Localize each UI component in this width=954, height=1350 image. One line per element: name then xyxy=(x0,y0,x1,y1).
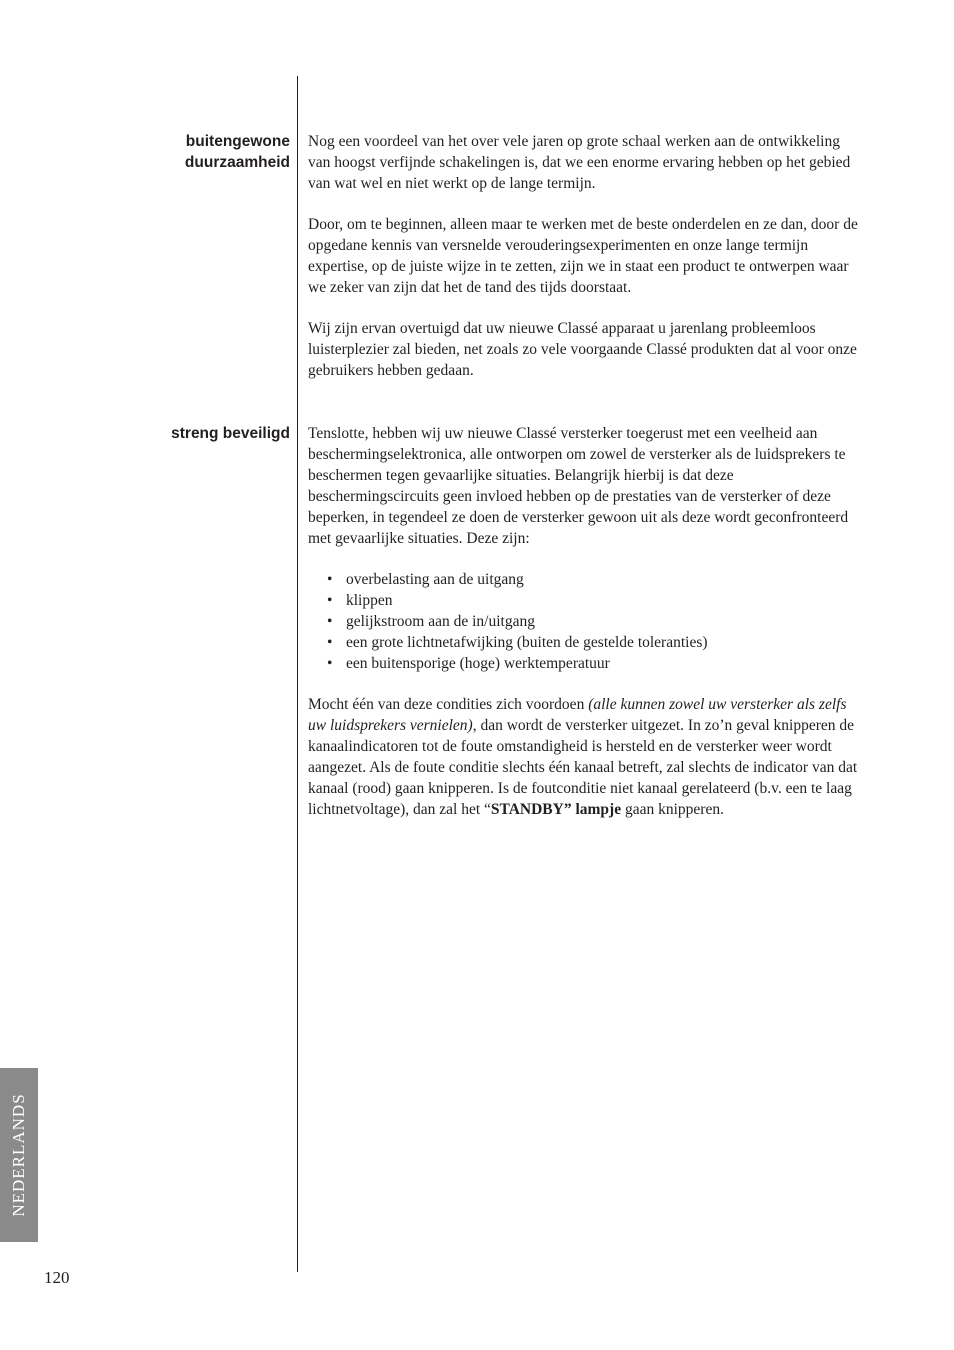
bullet-icon: • xyxy=(327,655,333,672)
bullet-icon: • xyxy=(327,592,333,609)
list-item xyxy=(327,611,860,632)
section-body-durability xyxy=(308,131,860,401)
closing-text: gaan knipperen. xyxy=(621,801,724,818)
section-heading-durability xyxy=(90,131,290,173)
language-side-tab xyxy=(0,1068,38,1242)
list-item xyxy=(327,632,860,653)
closing-italic: (alle kunnen zowel uw versterker als zelfs uw luidsprekers vernielen) xyxy=(308,696,847,734)
list-item-text: gelijkstroom aan de in/uitgang xyxy=(346,613,535,630)
list-item-text: klippen xyxy=(346,592,393,609)
list-item xyxy=(327,569,860,590)
closing-text: , dan wordt de versterker uitgezet. In zo’n geval knipperen de kanaalindicatoren tot de foute omstandigheid is hersteld en de versterker weer wordt aangezet. Als de foute conditie slechts één kanaal betreft, zal slechts de indicator van dat kanaal (rood) gaan knipperen. Is de foutconditie niet kanaal gerelateerd (b.v. een te laag lichtnetvoltage), dan zal het “ xyxy=(308,717,858,818)
paragraph: Nog een voordeel van het over vele jaren op grote schaal werken aan de ontwikkeling van hoogst verfijnde schakelingen is, dat we een enorme ervaring hebben op het gebied van wat wel en niet werkt op de lange termijn. xyxy=(308,133,851,192)
closing-text: Mocht één van deze condities zich voordoen xyxy=(308,696,589,713)
list-item-text: een grote lichtnetafwijking (buiten de gestelde toleranties) xyxy=(346,634,708,651)
list-item-text: een buitensporige (hoge) werktemperatuur xyxy=(346,655,610,672)
section-body-protection xyxy=(308,423,860,840)
column-divider-rule xyxy=(297,76,298,1272)
paragraph: Wij zijn ervan overtuigd dat uw nieuwe Classé apparaat u jarenlang probleemloos luisterplezier zal bieden, net zoals zo vele voorgaande Classé produkten dat al voor onze gebruikers hebben gedaan. xyxy=(308,320,857,379)
list-item xyxy=(327,590,860,611)
language-label: NEDERLANDS xyxy=(9,1093,28,1217)
closing-bold: STANDBY” lampje xyxy=(490,801,622,818)
paragraph: Door, om te beginnen, alleen maar te werken met de beste onderdelen en ze dan, door de opgedane kennis van versnelde verouderingsexperimenten en onze lange termijn expertise, op de juiste wijze in te zetten, zijn we in staat een product te ontwerpen waar we zeker van zijn dat het de tand des tijds doorstaat. xyxy=(308,216,858,296)
paragraph-intro: Tenslotte, hebben wij uw nieuwe Classé versterker toegerust met een veelheid aan beschermingselektronica, alle ontworpen om zowel de versterker als de luidsprekers te beschermen tegen gevaarlijke situaties. Belangrijk hierbij is dat deze beschermingscircuits geen invloed hebben op de prestaties van de versterker of deze beperken, in tegendeel ze doen de versterker gewoon uit als deze wordt geconfronteerd met gevaarlijke situaties. Deze zijn: xyxy=(308,425,849,547)
paragraph-closing xyxy=(308,694,860,820)
protection-list xyxy=(308,569,860,674)
bullet-icon: • xyxy=(327,634,333,651)
section-heading-protection xyxy=(90,423,290,444)
heading-line: streng beveiligd xyxy=(171,425,290,442)
bullet-icon: • xyxy=(327,571,333,588)
list-item xyxy=(327,653,860,674)
bullet-icon: • xyxy=(327,613,333,630)
heading-line: duurzaamheid xyxy=(184,154,290,171)
heading-line: buitengewone xyxy=(185,133,290,150)
page-number: 120 xyxy=(44,1268,70,1287)
list-item-text: overbelasting aan de uitgang xyxy=(346,571,524,588)
